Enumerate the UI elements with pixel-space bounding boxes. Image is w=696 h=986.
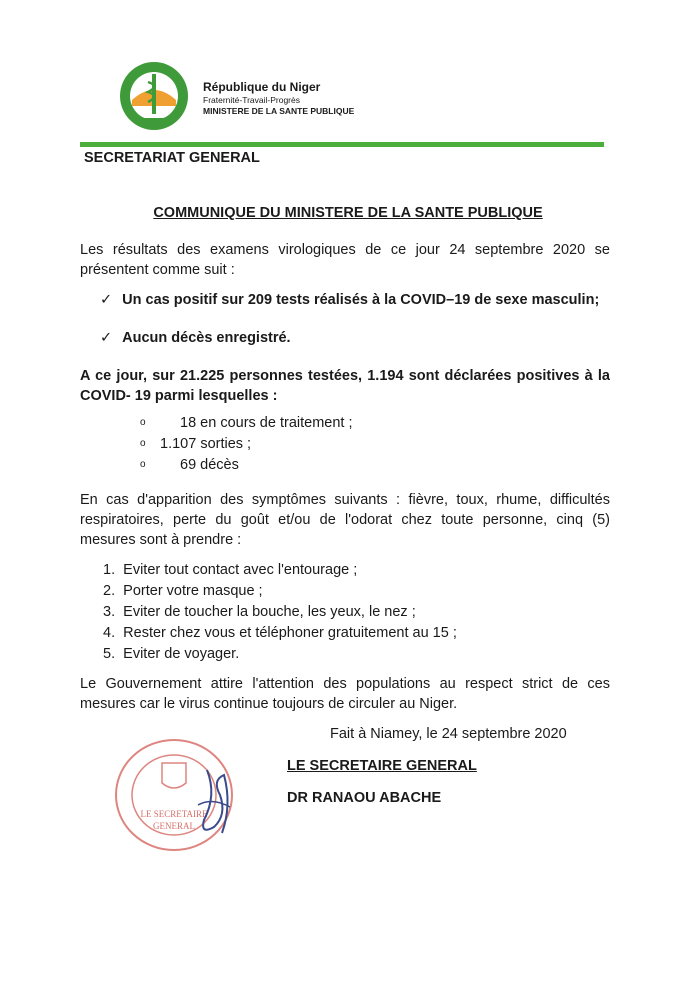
checkmark-icon: ✓ bbox=[100, 292, 113, 308]
result-item: ✓ Un cas positif sur 209 tests réalisés à la COVID–19 de sexe masculin; bbox=[100, 292, 600, 308]
letterhead bbox=[203, 80, 354, 116]
measure-item: 3. Eviter de toucher la bouche, les yeux, le nez ; bbox=[103, 604, 416, 620]
symptoms-paragraph: En cas d'apparition des symptômes suivants : fièvre, toux, rhume, difficultés respiratoires, perte du goût et/ou de l'odorat chez toute personne, cinq (5) mesures sont à prendre : bbox=[80, 492, 610, 548]
checkmark-icon: ✓ bbox=[100, 330, 113, 346]
summary-paragraph: A ce jour, sur 21.225 personnes testées, 1.194 sont déclarées positives à la COVID- 19 parmi lesquelles : bbox=[80, 368, 610, 404]
measure-item: 5. Eviter de voyager. bbox=[103, 646, 240, 662]
measure-item: 4. Rester chez vous et téléphoner gratuitement au 15 ; bbox=[103, 625, 457, 641]
closing-paragraph: Le Gouvernement attire l'attention des populations au respect strict de ces mesures car le virus continue toujours de circuler au Niger. bbox=[80, 676, 610, 712]
national-motto: Fraternité-Travail-Progrès bbox=[203, 95, 300, 105]
ministry-name: MINISTERE DE LA SANTE PUBLIQUE bbox=[203, 105, 355, 116]
bullet-icon: o bbox=[140, 417, 146, 428]
place-date: Fait à Niamey, le 24 septembre 2020 bbox=[330, 726, 567, 742]
bullet-icon: o bbox=[140, 438, 146, 449]
signatory-role: LE SECRETAIRE GENERAL bbox=[287, 758, 477, 774]
result-item: ✓ Aucun décès enregistré. bbox=[100, 330, 291, 346]
svg-text:LE SECRETAIRE: LE SECRETAIRE bbox=[140, 809, 208, 819]
measure-item: 2. Porter votre masque ; bbox=[103, 583, 263, 599]
signatory-name: DR RANAOU ABACHE bbox=[287, 790, 442, 806]
measure-item: 1. Eviter tout contact avec l'entourage ; bbox=[103, 562, 358, 578]
official-stamp bbox=[112, 735, 247, 855]
ministry-logo bbox=[118, 60, 190, 132]
country-name: République du Niger bbox=[203, 80, 321, 94]
header-divider bbox=[80, 142, 604, 147]
document-title: COMMUNIQUE DU MINISTERE DE LA SANTE PUBLIQUE bbox=[153, 205, 543, 221]
department-label: SECRETARIAT GENERAL bbox=[84, 150, 260, 166]
svg-text:GENERAL: GENERAL bbox=[153, 821, 195, 831]
bullet-icon: o bbox=[140, 459, 146, 470]
intro-paragraph: Les résultats des examens virologiques de ce jour 24 septembre 2020 se présentent comme suit : bbox=[80, 242, 610, 278]
